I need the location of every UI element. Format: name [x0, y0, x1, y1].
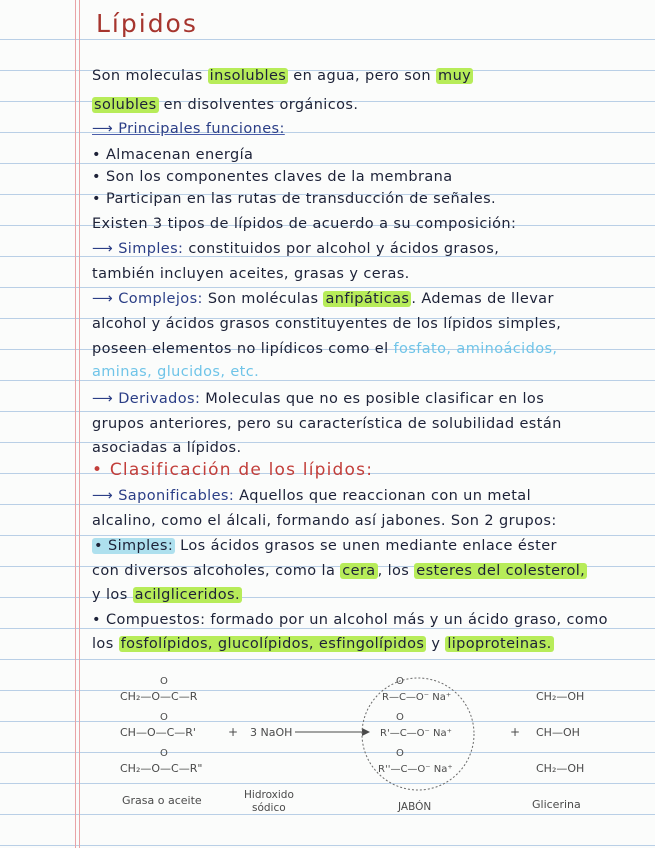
note-line: ⟶ Complejos: Son moléculas anfipáticas . Ademas de llevar	[92, 291, 554, 307]
page-title: Lípidos	[96, 9, 198, 38]
label-soap: JABÓN	[398, 801, 432, 813]
note-line: poseen elementos no lipídicos como el fosfato, aminoácidos,	[92, 341, 558, 357]
carbonyl-oxygen: O	[396, 748, 404, 759]
glycerin-row: CH₂—OH	[536, 762, 585, 775]
saponification-scheme	[100, 674, 610, 844]
note-line: • Son los componentes claves de la membrana	[92, 169, 453, 185]
soap-row: R'—C—O⁻ Na⁺	[380, 728, 452, 739]
note-line: ⟶ Simples: constituidos por alcohol y ácidos grasos,	[92, 241, 500, 257]
carbonyl-oxygen: O	[160, 712, 168, 723]
arrow-head-icon	[362, 728, 370, 736]
margin-line	[75, 0, 76, 848]
fat-row: CH₂—O—C—R	[120, 690, 198, 703]
reagent: 3 NaOH	[250, 726, 293, 739]
note-line: alcalino, como el álcali, formando así jabones. Son 2 grupos:	[92, 513, 557, 529]
margin-line	[79, 0, 80, 848]
section-heading: ⟶ Principales funciones:	[92, 121, 285, 137]
note-line: • Participan en las rutas de transducción de señales.	[92, 191, 497, 207]
glycerin-row: CH₂—OH	[536, 690, 585, 703]
note-line: • Almacenan energía	[92, 147, 254, 163]
plus-sign: +	[228, 725, 239, 739]
glycerin-row: CH—OH	[536, 726, 580, 739]
plus-sign: +	[510, 725, 521, 739]
note-line: ⟶ Derivados: Moleculas que no es posible clasificar en los	[92, 391, 545, 407]
note-line: ⟶ Saponificables: Aquellos que reaccionan con un metal	[92, 488, 532, 504]
section-heading: • Clasificación de los lípidos:	[92, 460, 374, 480]
carbonyl-oxygen: O	[396, 676, 404, 687]
soap-row: R''—C—O⁻ Na⁺	[378, 764, 453, 775]
note-line: grupos anteriores, pero su característica de solubilidad están	[92, 416, 562, 432]
note-line: Son moleculas insolubles en agua, pero son muy	[92, 68, 472, 84]
carbonyl-oxygen: O	[396, 712, 404, 723]
carbonyl-oxygen: O	[160, 676, 168, 687]
note-line: con diversos alcoholes, como la cera , los esteres del colesterol,	[92, 563, 586, 579]
note-line: también incluyen aceites, grasas y ceras.	[92, 266, 410, 282]
soap-row: R—C—O⁻ Na⁺	[382, 692, 452, 703]
note-line: aminas, glucidos, etc.	[92, 364, 260, 380]
fat-row: CH₂—O—C—R"	[120, 762, 203, 775]
note-line: y los acilgliceridos.	[92, 587, 240, 603]
note-line: los fosfolípidos, glucolípidos, esfingolípidos y lipoproteinas.	[92, 636, 552, 652]
note-line: • Simples: Los ácidos grasos se unen mediante enlace éster	[94, 538, 557, 554]
note-line: Existen 3 tipos de lípidos de acuerdo a su composición:	[92, 216, 517, 232]
carbonyl-oxygen: O	[160, 748, 168, 759]
label-reagent: Hidroxido	[244, 789, 294, 801]
label-fat: Grasa o aceite	[122, 794, 202, 807]
label-reagent: sódico	[252, 802, 286, 814]
note-line: asociadas a lípidos.	[92, 440, 242, 456]
label-glycerin: Glicerina	[532, 798, 581, 811]
note-line: alcohol y ácidos grasos constituyentes de los lípidos simples,	[92, 316, 562, 332]
note-line: solubles en disolventes orgánicos.	[94, 97, 359, 113]
note-line: • Compuestos: formado por un alcohol más y un ácido graso, como	[92, 612, 608, 628]
fat-row: CH—O—C—R'	[120, 726, 196, 739]
